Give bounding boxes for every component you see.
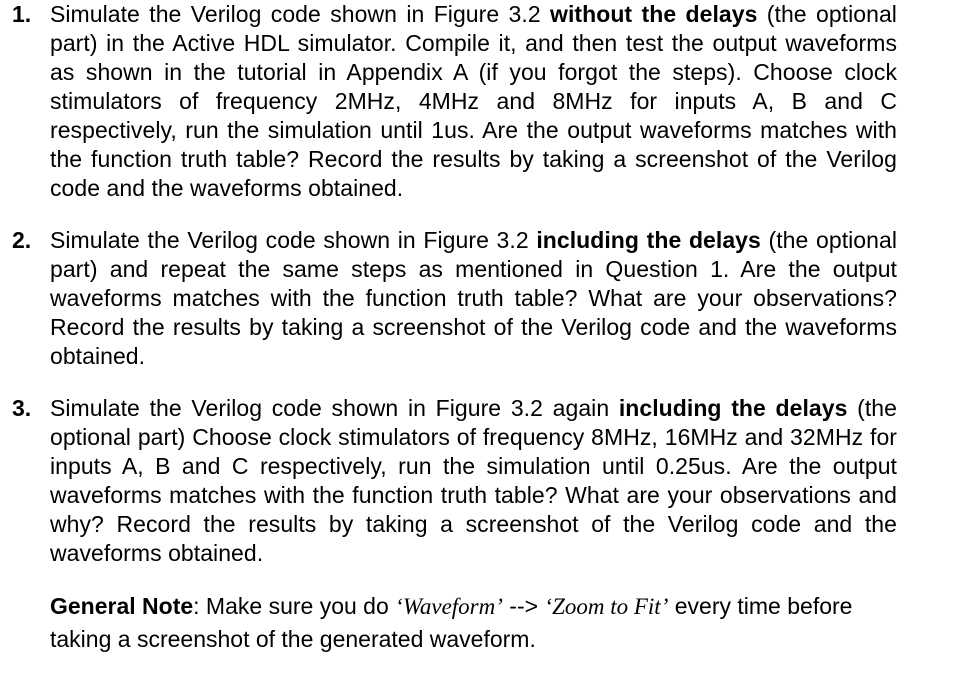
question-number: 2. [12, 227, 32, 253]
question-text: Simulate the Verilog code shown in Figure 3.2 without the delays (the optional part) in the Active HDL simulator. Compile it, and then test the output waveforms as shown in the tutorial in Appendix A (if you forgot the steps). Choose clock stimulators of frequency 2MHz, 4MHz and 8MHz for inputs A, B and C respectively, run the simulation until 1us. Are the output waveforms matches with the function truth table? Record the results by taking a screenshot of the Verilog code and the waveforms obtained. [50, 1, 897, 201]
question-number: 3. [12, 395, 32, 421]
question-1 [12, 0, 897, 203]
question-number: 1. [12, 1, 32, 27]
emphasis: without the delays [550, 1, 758, 27]
question-text: Simulate the Verilog code shown in Figure 3.2 including the delays (the optional part) and repeat the same steps as mentioned in Question 1. Are the output waveforms matches with the function truth table? What are your observations? Record the results by taking a screenshot of the Verilog code and the waveforms obtained. [50, 227, 897, 369]
general-note: General Note: Make sure you do ‘Waveform’ --> ‘Zoom to Fit’ every time before taking a screenshot of the generated waveform. [50, 593, 853, 652]
menu-zoom-to-fit: ‘Zoom to Fit’ [544, 594, 669, 619]
general-note-label: General Note [50, 593, 194, 619]
question-2 [12, 226, 897, 371]
emphasis: including the delays [536, 227, 761, 253]
emphasis: including the delays [618, 395, 848, 421]
menu-waveform: ‘Waveform’ [395, 594, 503, 619]
question-text: Simulate the Verilog code shown in Figure 3.2 again including the delays (the optional part) Choose clock stimulators of frequency 8MHz, 16MHz and 32MHz for inputs A, B and C respectively, run the simulation until 0.25us. Are the output waveforms matches with the function truth table? What are your observations and why? Record the results by taking a screenshot of the Verilog code and the waveforms obtained. [50, 395, 897, 566]
question-3 [12, 394, 897, 568]
